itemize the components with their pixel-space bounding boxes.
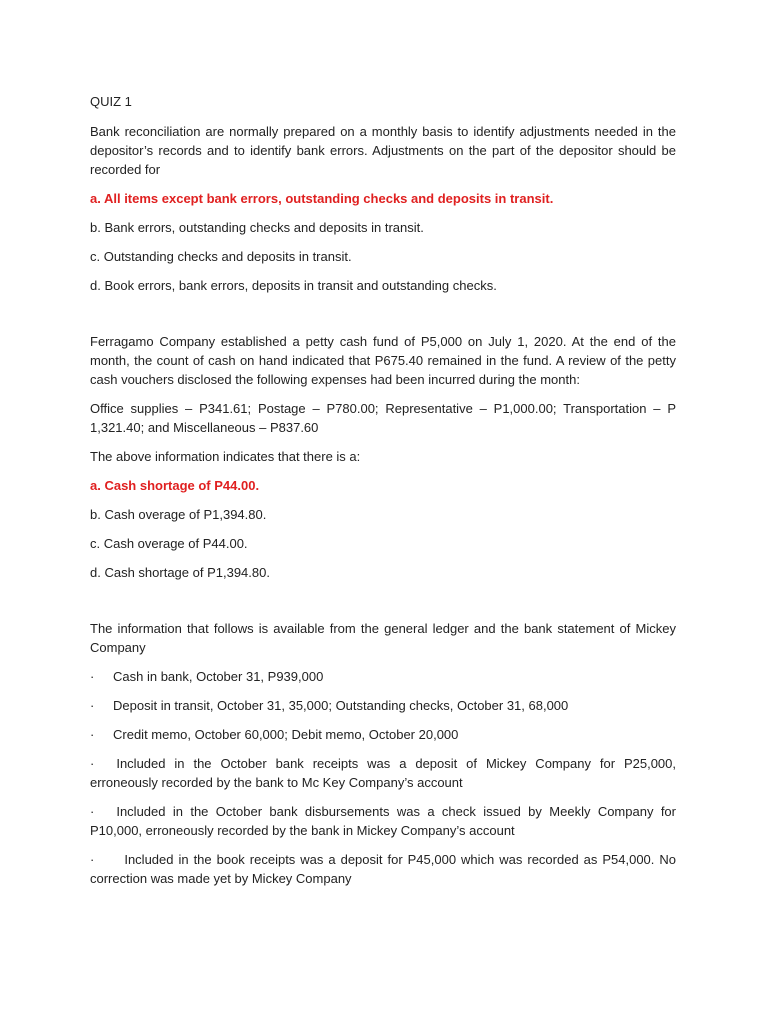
question-1-option-d: d. Book errors, bank errors, deposits in transit and outstanding checks. [90, 278, 497, 293]
question-1-option-c: c. Outstanding checks and deposits in transit. [90, 249, 352, 264]
bullet-icon: · [90, 727, 95, 742]
question-2-option-c: c. Cash overage of P44.00. [90, 536, 248, 551]
list-item-wrapped [90, 850, 676, 888]
list-item-text: Cash in bank, October 31, P939,000 [113, 669, 324, 684]
section-spacer [90, 305, 676, 332]
question-2-text: Ferragamo Company established a petty cash fund of P5,000 on July 1, 2020. At the end of the month, the count of cash on hand indicated that P675.40 remained in the fund. A review of the petty cash vouchers disclosed the following expenses had been incurred during the month: [90, 334, 676, 387]
section-spacer [90, 592, 676, 619]
bullet-icon: · [90, 669, 95, 684]
question-1-text: Bank reconciliation are normally prepared on a monthly basis to identify adjustments needed in the depositor’s records and to identify bank errors. Adjustments on the part of the depositor should be recorded for [90, 124, 676, 177]
bullet-icon: · [90, 804, 95, 819]
list-item-wrapped [90, 754, 676, 792]
question-2-option-b: b. Cash overage of P1,394.80. [90, 507, 267, 522]
list-item [90, 696, 676, 715]
question-3-intro: The information that follows is available from the general ledger and the bank statement of Mickey Company [90, 621, 676, 655]
bullet-icon: · [90, 852, 95, 867]
list-item-text: Included in the book receipts was a deposit for P45,000 which was recorded as P54,000. No correction was made yet by Mickey Company [90, 852, 676, 886]
list-item [90, 667, 676, 686]
document-page [90, 92, 676, 898]
question-2-option-d: d. Cash shortage of P1,394.80. [90, 565, 270, 580]
page-title: QUIZ 1 [90, 94, 132, 109]
question-2-option-a-answer: a. Cash shortage of P44.00. [90, 478, 260, 493]
question-1-option-b: b. Bank errors, outstanding checks and deposits in transit. [90, 220, 424, 235]
list-item-text: Included in the October bank disbursements was a check issued by Meekly Company for P10,000, erroneously recorded by the bank in Mickey Company’s account [90, 804, 676, 838]
question-2-prompt: The above information indicates that there is a: [90, 449, 361, 464]
bullet-icon: · [90, 698, 95, 713]
bullet-icon: · [90, 756, 95, 771]
list-item [90, 725, 676, 744]
question-2-expenses: Office supplies – P341.61; Postage – P780.00; Representative – P1,000.00; Transportation – P 1,321.40; and Miscellaneous – P837.60 [90, 401, 676, 435]
list-item-text: Deposit in transit, October 31, 35,000; Outstanding checks, October 31, 68,000 [113, 698, 569, 713]
question-1-option-a-answer: a. All items except bank errors, outstanding checks and deposits in transit. [90, 191, 554, 206]
list-item-text: Credit memo, October 60,000; Debit memo, October 20,000 [113, 727, 459, 742]
list-item-text: Included in the October bank receipts was a deposit of Mickey Company for P25,000, erroneously recorded by the bank to Mc Key Company’s account [90, 756, 676, 790]
list-item-wrapped [90, 802, 676, 840]
